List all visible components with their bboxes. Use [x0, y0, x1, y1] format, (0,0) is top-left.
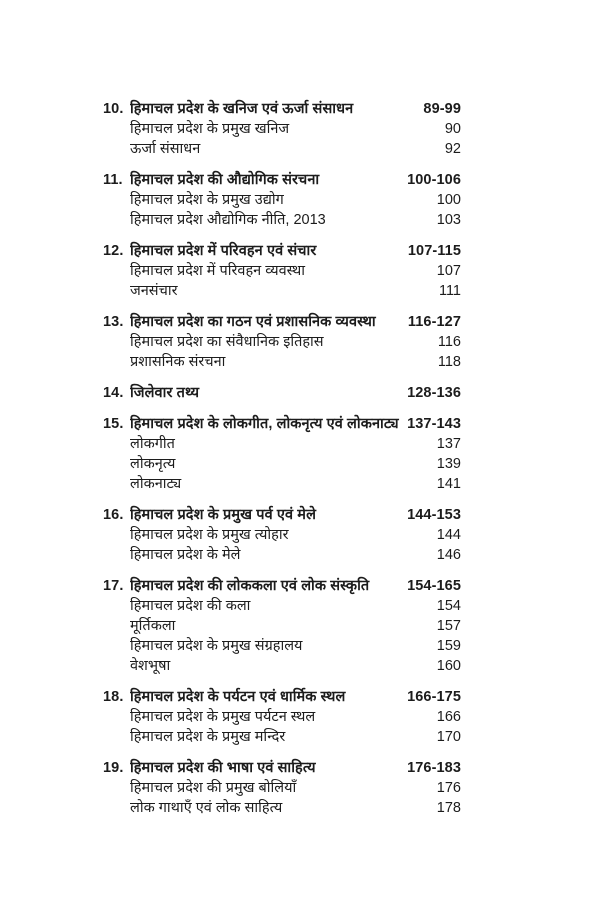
subentry-title: हिमाचल प्रदेश की प्रमुख बोलियाँ — [130, 780, 297, 796]
toc-subentry-row — [103, 434, 461, 454]
subentry-title: हिमाचल प्रदेश के प्रमुख मन्दिर — [130, 729, 286, 745]
toc-subentry-row — [103, 636, 461, 656]
subentry-page: 116 — [437, 334, 461, 350]
toc-subentry-row — [103, 474, 461, 494]
toc-subentry-row — [103, 707, 461, 727]
subentry-page: 90 — [444, 121, 461, 137]
toc-subentry-row — [103, 332, 461, 352]
entry-title: हिमाचल प्रदेश की लोककला एवं लोक संस्कृति — [130, 578, 370, 594]
toc-entry-row — [103, 414, 461, 434]
subentry-page: 107 — [436, 263, 461, 279]
subentry-page: 160 — [436, 658, 461, 674]
subentry-page: 92 — [444, 141, 461, 157]
subentry-title: प्रशासनिक संरचना — [130, 354, 226, 370]
toc-subentry-row — [103, 545, 461, 565]
entry-title: हिमाचल प्रदेश के खनिज एवं ऊर्जा संसाधन — [130, 101, 354, 117]
entry-page-range: 137-143 — [407, 416, 461, 432]
subentry-page: 170 — [436, 729, 461, 745]
subentry-page: 166 — [436, 709, 461, 725]
subentry-title: हिमाचल प्रदेश का संवैधानिक इतिहास — [130, 334, 324, 350]
subentry-page: 157 — [436, 618, 461, 634]
entry-number: 18. — [103, 689, 124, 705]
entry-number: 16. — [103, 507, 124, 523]
entry-title: जिलेवार तथ्य — [130, 385, 200, 401]
toc-entry — [103, 687, 461, 747]
entry-number: 13. — [103, 314, 124, 330]
toc-subentry-row — [103, 727, 461, 747]
entry-title: हिमाचल प्रदेश का गठन एवं प्रशासनिक व्यवस्था — [130, 314, 376, 330]
subentry-page: 178 — [436, 800, 461, 816]
entry-number: 12. — [103, 243, 124, 259]
subentry-title: हिमाचल प्रदेश के मेले — [130, 547, 241, 563]
subentry-title: हिमाचल प्रदेश के प्रमुख संग्रहालय — [130, 638, 303, 654]
subentry-title: लोकगीत — [130, 436, 175, 452]
toc-subentry-row — [103, 119, 461, 139]
entry-title: हिमाचल प्रदेश के प्रमुख पर्व एवं मेले — [130, 507, 316, 523]
subentry-title: वेशभूषा — [130, 658, 171, 674]
toc-subentry-row — [103, 596, 461, 616]
toc-entry — [103, 414, 461, 494]
toc-entry — [103, 312, 461, 372]
subentry-page: 137 — [436, 436, 461, 452]
toc-entry-row — [103, 687, 461, 707]
entry-number: 10. — [103, 101, 124, 117]
toc-subentry-row — [103, 656, 461, 676]
toc-entry-row — [103, 312, 461, 332]
entry-page-range: 144-153 — [407, 507, 461, 523]
toc-entry — [103, 241, 461, 301]
entry-number: 17. — [103, 578, 124, 594]
subentry-page: 159 — [436, 638, 461, 654]
subentry-title: हिमाचल प्रदेश के प्रमुख त्योहार — [130, 527, 289, 543]
toc-entry — [103, 170, 461, 230]
toc-subentry-row — [103, 281, 461, 301]
toc-subentry-row — [103, 525, 461, 545]
subentry-page: 141 — [436, 476, 461, 492]
toc-entry — [103, 99, 461, 159]
subentry-page: 100 — [436, 192, 461, 208]
subentry-page: 118 — [437, 354, 461, 370]
subentry-title: हिमाचल प्रदेश के प्रमुख पर्यटन स्थल — [130, 709, 316, 725]
subentry-page: 154 — [436, 598, 461, 614]
entry-number: 11. — [103, 172, 123, 188]
entry-page-range: 166-175 — [407, 689, 461, 705]
entry-number: 14. — [103, 385, 124, 401]
entry-page-range: 107-115 — [407, 243, 461, 259]
toc-subentry-row — [103, 190, 461, 210]
subentry-title: हिमाचल प्रदेश की कला — [130, 598, 251, 614]
toc-list — [103, 99, 461, 829]
entry-title: हिमाचल प्रदेश की भाषा एवं साहित्य — [130, 760, 316, 776]
entry-title: हिमाचल प्रदेश की औद्योगिक संरचना — [130, 172, 320, 188]
entry-title: हिमाचल प्रदेश के पर्यटन एवं धार्मिक स्थल — [130, 689, 346, 705]
subentry-title: हिमाचल प्रदेश में परिवहन व्यवस्था — [130, 263, 306, 279]
entry-number: 19. — [103, 760, 124, 776]
subentry-title: हिमाचल प्रदेश के प्रमुख उद्योग — [130, 192, 284, 208]
toc-entry-row — [103, 241, 461, 261]
entry-title: हिमाचल प्रदेश के लोकगीत, लोकनृत्य एवं लोकनाट्य — [130, 416, 399, 432]
subentry-page: 111 — [438, 283, 461, 299]
toc-entry-row — [103, 99, 461, 119]
subentry-title: लोक गाथाएँ एवं लोक साहित्य — [130, 800, 283, 816]
toc-entry — [103, 576, 461, 676]
subentry-page: 176 — [436, 780, 461, 796]
entry-page-range: 128-136 — [407, 385, 461, 401]
toc-entry-row — [103, 170, 461, 190]
subentry-title: ऊर्जा संसाधन — [130, 141, 201, 157]
toc-entry — [103, 758, 461, 818]
toc-entry-row — [103, 758, 461, 778]
toc-entry-row — [103, 576, 461, 596]
subentry-page: 139 — [436, 456, 461, 472]
toc-subentry-row — [103, 352, 461, 372]
toc-entry-row — [103, 505, 461, 525]
subentry-title: मूर्तिकला — [130, 618, 176, 634]
toc-subentry-row — [103, 454, 461, 474]
entry-page-range: 116-127 — [407, 314, 461, 330]
toc-subentry-row — [103, 139, 461, 159]
subentry-title: हिमाचल प्रदेश के प्रमुख खनिज — [130, 121, 290, 137]
toc-entry — [103, 505, 461, 565]
subentry-title: हिमाचल प्रदेश औद्योगिक नीति, 2013 — [130, 212, 326, 228]
entry-page-range: 100-106 — [407, 172, 461, 188]
toc-entry-row — [103, 383, 461, 403]
toc-subentry-row — [103, 210, 461, 230]
toc-subentry-row — [103, 261, 461, 281]
toc-entry — [103, 383, 461, 403]
subentry-page: 103 — [436, 212, 461, 228]
entry-page-range: 176-183 — [407, 760, 461, 776]
entry-page-range: 154-165 — [407, 578, 461, 594]
toc-subentry-row — [103, 778, 461, 798]
toc-subentry-row — [103, 798, 461, 818]
subentry-title: लोकनाट्य — [130, 476, 182, 492]
subentry-page: 146 — [436, 547, 461, 563]
subentry-title: जनसंचार — [130, 283, 178, 299]
subentry-title: लोकनृत्य — [130, 456, 176, 472]
entry-page-range: 89-99 — [423, 101, 461, 117]
subentry-page: 144 — [436, 527, 461, 543]
entry-number: 15. — [103, 416, 124, 432]
entry-title: हिमाचल प्रदेश में परिवहन एवं संचार — [130, 243, 317, 259]
toc-subentry-row — [103, 616, 461, 636]
